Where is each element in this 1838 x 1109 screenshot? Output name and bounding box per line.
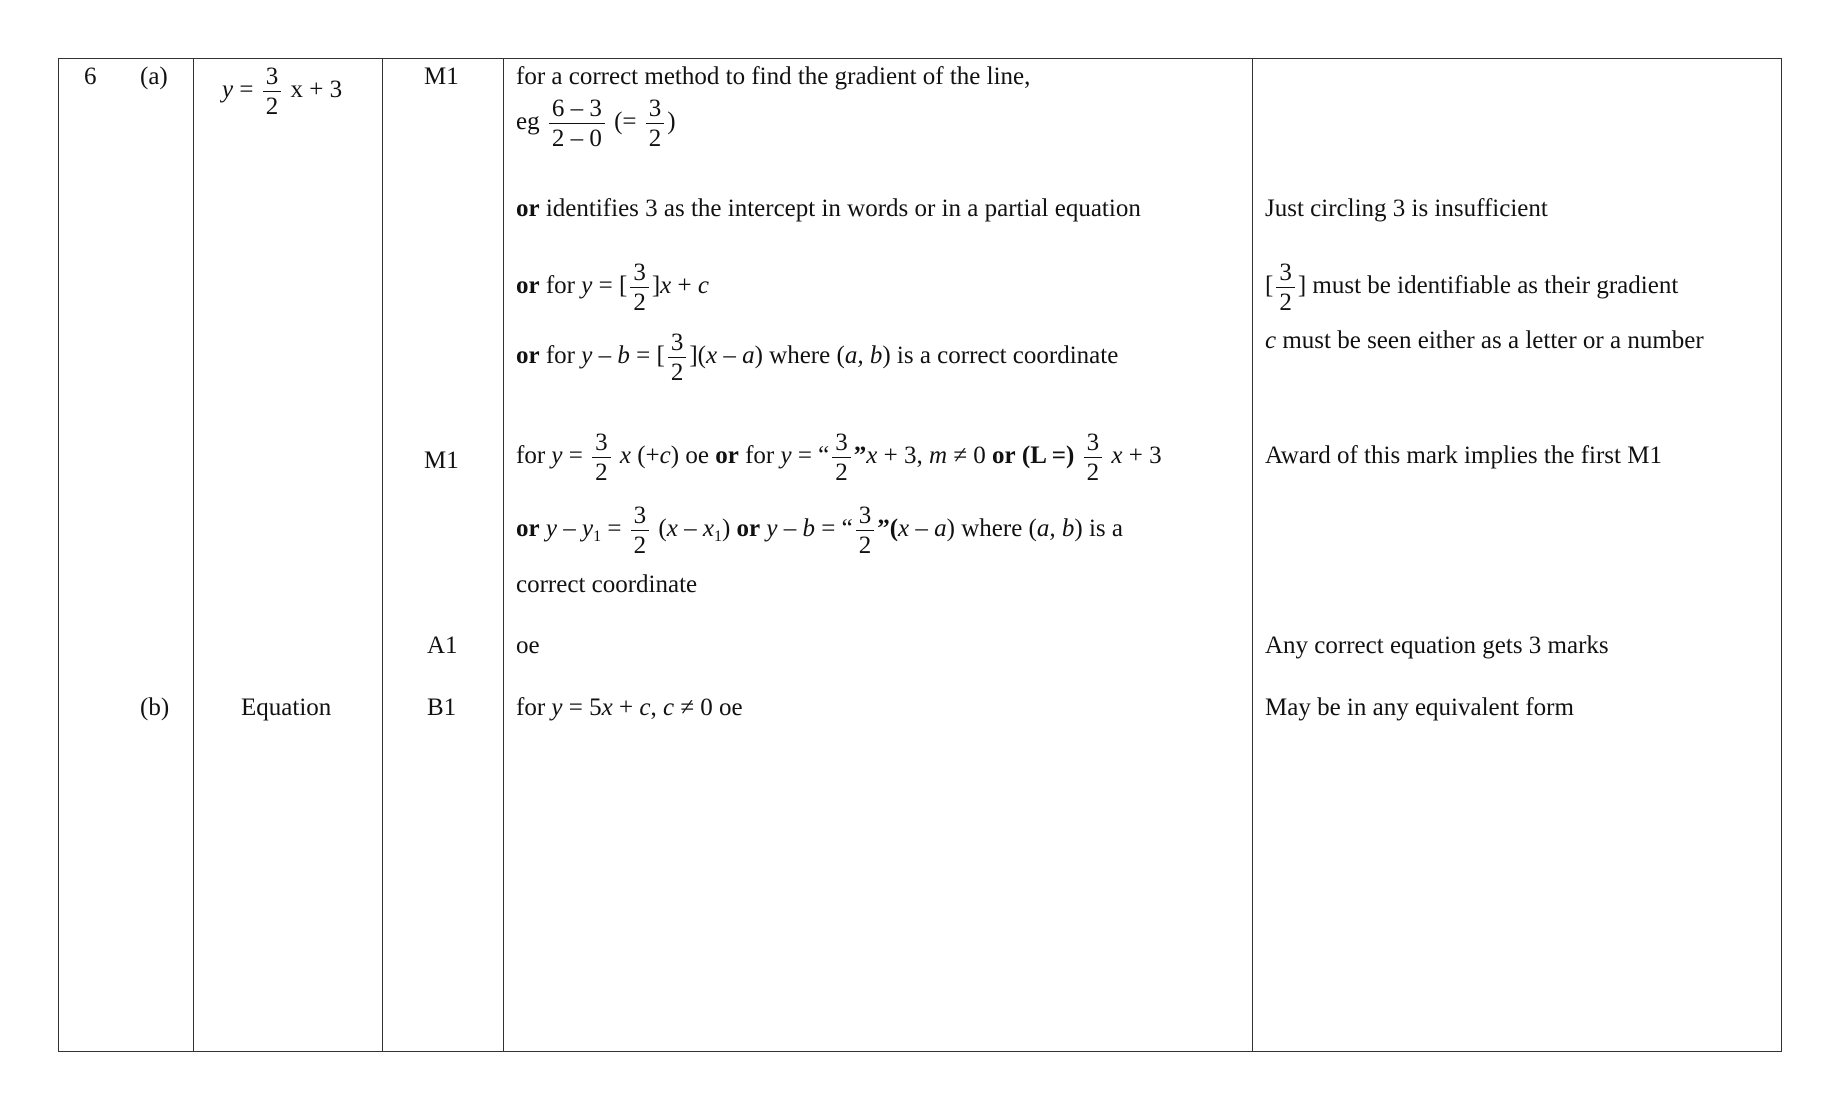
mark-b1: B1 — [427, 694, 457, 721]
fraction: $\frac{3}{2}$ — [631, 503, 650, 558]
mark-m1-first: M1 — [424, 63, 459, 90]
guidance-line-1: for a correct method to find the gradient of the line, — [516, 63, 1031, 90]
note-gradient: [ $\frac{3}{2}$ ] must be identifiable as their gradient — [1265, 259, 1679, 316]
column-divider — [382, 58, 383, 1052]
note-circling: Just circling 3 is insufficient — [1265, 195, 1548, 222]
column-divider — [193, 58, 194, 1052]
part-b-label: (b) — [140, 694, 170, 721]
fraction: $\frac{3}{2}$ — [832, 430, 851, 485]
note-any-correct: Any correct equation gets 3 marks — [1265, 632, 1609, 659]
column-divider — [1252, 58, 1253, 1052]
guidance-m1-line-1: for y = $\frac{3}{2}$ x (+c) oe or for y = “ $\frac{3}{2}$ ”x + 3, m ≠ 0 or (L =) $\frac{3}{2}$ x + 3 — [516, 429, 1162, 486]
guidance-m1-line-3: correct coordinate — [516, 571, 698, 598]
fraction: $\frac{3}{2}$ — [630, 260, 649, 315]
guidance-a1: oe — [516, 632, 540, 659]
fraction: $\frac{3}{2}$ — [668, 330, 687, 385]
guidance-line-3: or for y = [ $\frac{3}{2}$ ]x + c — [516, 259, 709, 316]
fraction: $\frac{3}{2}$ — [856, 503, 875, 558]
mark-m1-second: M1 — [424, 447, 459, 474]
note-equivalent: May be in any equivalent form — [1265, 694, 1574, 721]
guidance-intercept: or identifies 3 as the intercept in words or in a partial equation — [516, 195, 1141, 222]
fraction: $\frac{3}{2}$ — [1084, 430, 1103, 485]
question-number: 6 — [84, 63, 97, 90]
fraction: $\frac{3}{2}$ — [263, 64, 282, 119]
guidance-b1: for y = 5x + c, c ≠ 0 oe — [516, 694, 743, 721]
guidance-eg: eg $\frac{6 - 3}{2 - 0}$ (= $\frac{3}{2}$ ) — [516, 95, 676, 152]
fraction: $\frac{3}{2}$ — [1276, 260, 1295, 315]
column-divider — [503, 58, 504, 1052]
fraction: $\frac{3}{2}$ — [592, 430, 611, 485]
answer-b: Equation — [241, 694, 332, 721]
note-c: c must be seen either as a letter or a number — [1265, 327, 1704, 354]
fraction: $\frac{6 - 3}{2 - 0}$ — [549, 96, 605, 151]
guidance-m1-line-2: or y – $y_1$ = $\frac{3}{2}$ $(x - x_1)$ or y – b = “ $\frac{3}{2}$ ”(x – a) where (a, b) is a — [516, 502, 1123, 559]
answer-a: y = $\frac{3}{2}$ x + 3 — [222, 63, 343, 120]
guidance-line-4: or for y – b = [ $\frac{3}{2}$ ](x – a) where (a, b) is a correct coordinate — [516, 329, 1119, 386]
mark-a1: A1 — [427, 632, 458, 659]
fraction: $\frac{3}{2}$ — [646, 96, 665, 151]
part-a-label: (a) — [140, 63, 168, 90]
note-award: Award of this mark implies the first M1 — [1265, 442, 1662, 469]
